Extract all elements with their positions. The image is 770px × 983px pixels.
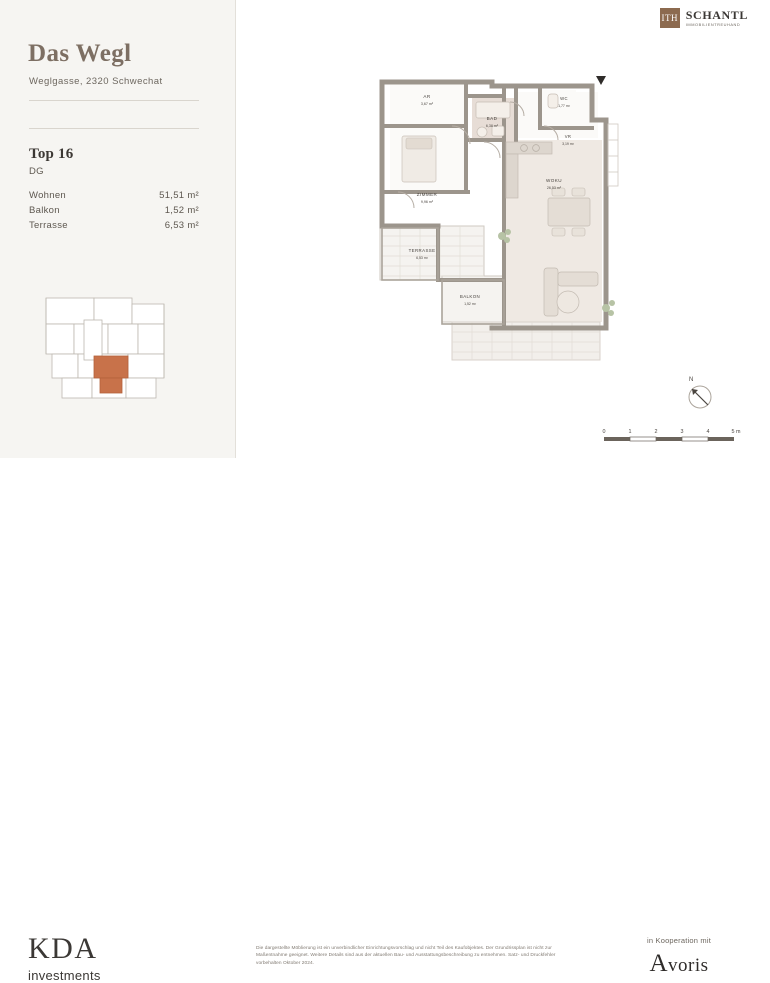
room-label-balkon: BALKON (459, 294, 481, 299)
info-panel (0, 0, 236, 458)
floor-plan (256, 40, 748, 440)
room-label-ar: AR (423, 94, 431, 99)
footer (0, 458, 770, 983)
scale-tick: 0 (602, 429, 606, 435)
room-area-terrasse: 6,53 m² (416, 256, 428, 260)
room-label-zimmer: ZIMMER (416, 192, 438, 197)
logo-mark (660, 8, 680, 28)
area-value: 6,53 m² (164, 220, 199, 231)
unit-floor: DG (29, 166, 44, 177)
area-value: 1,52 m² (164, 205, 199, 216)
project-title: Das Wegl (28, 40, 132, 67)
scale-segments (604, 437, 734, 441)
table-row (29, 188, 199, 203)
area-label: Terrasse (29, 220, 68, 231)
logo-company-name: SCHANTL (685, 8, 748, 22)
entrance-arrow (596, 76, 606, 85)
kda-logo (28, 932, 101, 983)
room-area-vr: 3,19 m² (562, 142, 574, 146)
room-fill-balkon (442, 276, 504, 322)
kda-logo-sub: investments (28, 968, 101, 983)
room-area-ar: 3,67 m² (420, 102, 434, 106)
divider-second (29, 128, 199, 129)
scale-tick: 5 m (731, 429, 741, 435)
disclaimer-text: Die dargestellte Möblierung ist ein unverbindlicher Einrichtungsvorschlag und nicht Teil des Kaufobjektes. Der Grundrissplan ist nicht zur Maßentnahme geeignet. Weitere Details sind aus der aktuellen Bau- und Ausstattungsbeschreibung zu entnehmen. Satz- und Druckfehler vorbehalten Oktober 2024. (256, 946, 556, 966)
compass (680, 372, 722, 416)
key-plan (38, 290, 188, 408)
room-label-terrasse: TERRASSE (408, 248, 436, 253)
logo-mark-text: ITH (661, 13, 679, 23)
divider-top (29, 100, 199, 101)
scale-bar (600, 425, 745, 447)
room-area-woku: 26,53 m² (546, 186, 562, 190)
area-label: Wohnen (29, 190, 67, 201)
bedroom-furniture (402, 136, 436, 182)
room-area-balkon: 1,52 m² (464, 302, 476, 306)
scale-tick: 4 (706, 429, 710, 435)
room-label-bad: BAD (486, 116, 498, 121)
area-table (29, 188, 199, 233)
room-fill-wc (542, 90, 576, 126)
avoris-logo (614, 950, 744, 978)
scale-tick: 2 (654, 429, 658, 435)
logo-company-tagline: IMMOBILIENTREUHAND (685, 22, 741, 27)
room-area-bad: 6,38 m² (485, 124, 499, 128)
area-value: 51,51 m² (159, 190, 199, 201)
cooperation-label: in Kooperation mit (646, 936, 712, 945)
avoris-logo-rest: voris (668, 955, 709, 976)
table-row (29, 203, 199, 218)
unit-name: Top 16 (29, 146, 74, 162)
compass-label: N (689, 377, 694, 383)
cooperation-block (614, 936, 744, 978)
room-area-zimmer: 9,96 m² (420, 200, 434, 204)
kda-logo-main: KDA (28, 932, 98, 965)
room-label-woku: WOKU (546, 178, 562, 183)
project-address: Weglgasse, 2320 Schwechat (29, 76, 163, 87)
scale-tick: 1 (628, 429, 632, 435)
area-label: Balkon (29, 205, 60, 216)
room-fill-terrasse (380, 226, 484, 280)
room-label-wc: WC (560, 96, 568, 101)
room-area-wc: 1,77 m² (558, 104, 570, 108)
company-logo (660, 8, 748, 28)
scale-tick: 3 (680, 429, 684, 435)
avoris-logo-initial: A (649, 950, 669, 977)
table-row (29, 218, 199, 233)
room-label-vr: VR (564, 134, 572, 139)
